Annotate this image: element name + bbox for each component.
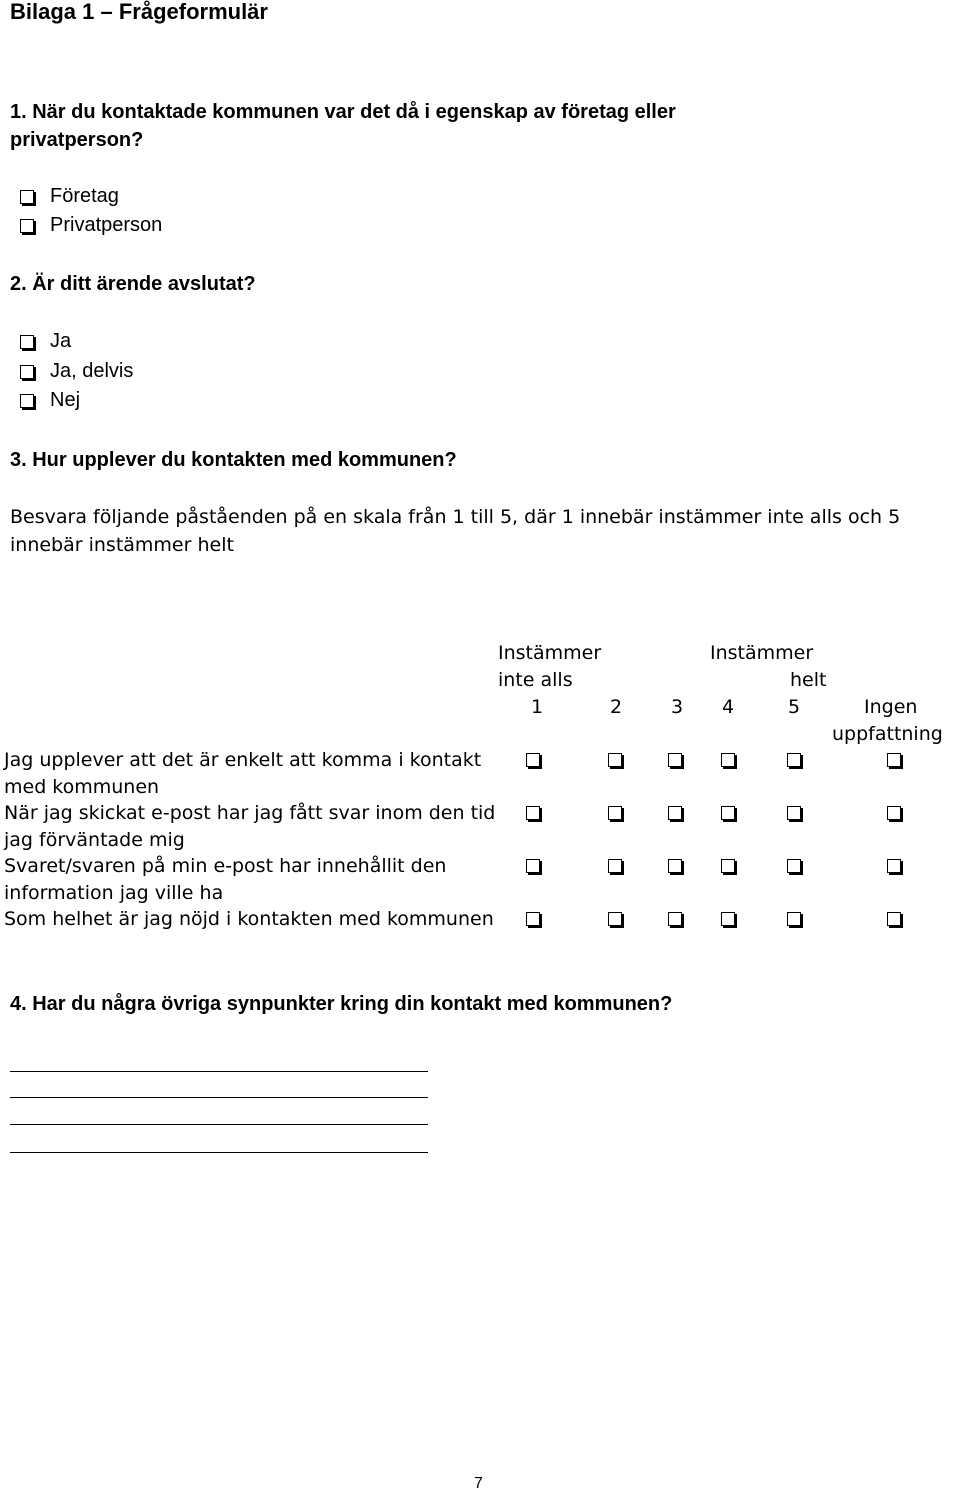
question-4: 4. Har du några övriga synpunkter kring din kontakt med kommunen? [10, 993, 673, 1015]
rating-checkbox-icon[interactable] [721, 859, 735, 873]
no-opinion-checkbox-icon[interactable] [887, 806, 901, 820]
rating-checkbox-icon[interactable] [668, 806, 682, 820]
question-2: 2. Är ditt ärende avslutat? [10, 273, 256, 295]
rating-checkbox-icon[interactable] [668, 753, 682, 767]
option-ja[interactable] [20, 327, 71, 356]
scale-value-3: 3 [671, 696, 684, 718]
statement-1: Jag upplever att det är enkelt att komma i kontakt med kommunen [4, 749, 482, 798]
rating-checkbox-icon[interactable] [608, 912, 622, 926]
question-1-line-1: 1. När du kontaktade kommunen var det då i egenskap av företag eller [10, 101, 676, 123]
rating-checkbox-icon[interactable] [721, 912, 735, 926]
rating-checkbox-icon[interactable] [526, 806, 540, 820]
scale-right-label-line-1: Instämmer [710, 642, 814, 664]
statement-4: Som helhet är jag nöjd i kontakten med kommunen [4, 908, 494, 930]
answer-line[interactable] [10, 1124, 428, 1125]
question-3-instruction: Besvara följande påståenden på en skala från 1 till 5, där 1 innebär instämmer inte alls och 5 innebär instämmer helt [10, 506, 901, 556]
scale-no-opinion-line-1: Ingen [864, 696, 918, 718]
rating-checkbox-icon[interactable] [721, 806, 735, 820]
option-label: Nej [50, 389, 81, 411]
rating-checkbox-icon[interactable] [526, 859, 540, 873]
page-number: 7 [474, 1475, 483, 1492]
scale-left-label-line-1: Instämmer [498, 642, 602, 664]
option-label: Företag [50, 185, 119, 207]
question-1-line-2: privatperson? [10, 129, 144, 151]
scale-value-4: 4 [722, 696, 735, 718]
answer-line[interactable] [10, 1097, 428, 1098]
option-label: Privatperson [50, 214, 163, 236]
scale-right-label-line-2: helt [790, 669, 827, 691]
option-foretag[interactable] [20, 182, 119, 211]
question-1 [10, 98, 676, 154]
rating-checkbox-icon[interactable] [787, 753, 801, 767]
checkbox-icon[interactable] [20, 219, 34, 233]
scale-value-2: 2 [610, 696, 623, 718]
scale-value-1: 1 [531, 696, 544, 718]
rating-checkbox-icon[interactable] [608, 753, 622, 767]
rating-checkbox-icon[interactable] [787, 912, 801, 926]
statement-2: När jag skickat e-post har jag fått svar inom den tid jag förväntade mig [4, 802, 496, 851]
rating-checkbox-icon[interactable] [526, 753, 540, 767]
scale-left-label-line-2: inte alls [498, 669, 573, 691]
statement-3: Svaret/svaren på min e-post har innehållit den information jag ville ha [4, 855, 447, 904]
option-ja-delvis[interactable] [20, 357, 133, 386]
rating-checkbox-icon[interactable] [526, 912, 540, 926]
no-opinion-checkbox-icon[interactable] [887, 912, 901, 926]
option-privatperson[interactable] [20, 211, 162, 240]
option-nej[interactable] [20, 386, 80, 415]
option-label: Ja, delvis [50, 360, 134, 382]
rating-checkbox-icon[interactable] [787, 806, 801, 820]
answer-line[interactable] [10, 1152, 428, 1153]
no-opinion-checkbox-icon[interactable] [887, 859, 901, 873]
scale-no-opinion-line-2: uppfattning [832, 723, 943, 745]
rating-checkbox-icon[interactable] [608, 806, 622, 820]
question-3: 3. Hur upplever du kontakten med kommunen? [10, 449, 457, 471]
rating-checkbox-icon[interactable] [787, 859, 801, 873]
checkbox-icon[interactable] [20, 335, 34, 349]
scale-value-5: 5 [788, 696, 801, 718]
checkbox-icon[interactable] [20, 365, 34, 379]
rating-checkbox-icon[interactable] [668, 859, 682, 873]
checkbox-icon[interactable] [20, 190, 34, 204]
rating-checkbox-icon[interactable] [668, 912, 682, 926]
page-title: Bilaga 1 – Frågeformulär [10, 0, 268, 24]
rating-checkbox-icon[interactable] [721, 753, 735, 767]
answer-line[interactable] [10, 1071, 428, 1072]
no-opinion-checkbox-icon[interactable] [887, 753, 901, 767]
checkbox-icon[interactable] [20, 394, 34, 408]
option-label: Ja [50, 330, 72, 352]
rating-checkbox-icon[interactable] [608, 859, 622, 873]
